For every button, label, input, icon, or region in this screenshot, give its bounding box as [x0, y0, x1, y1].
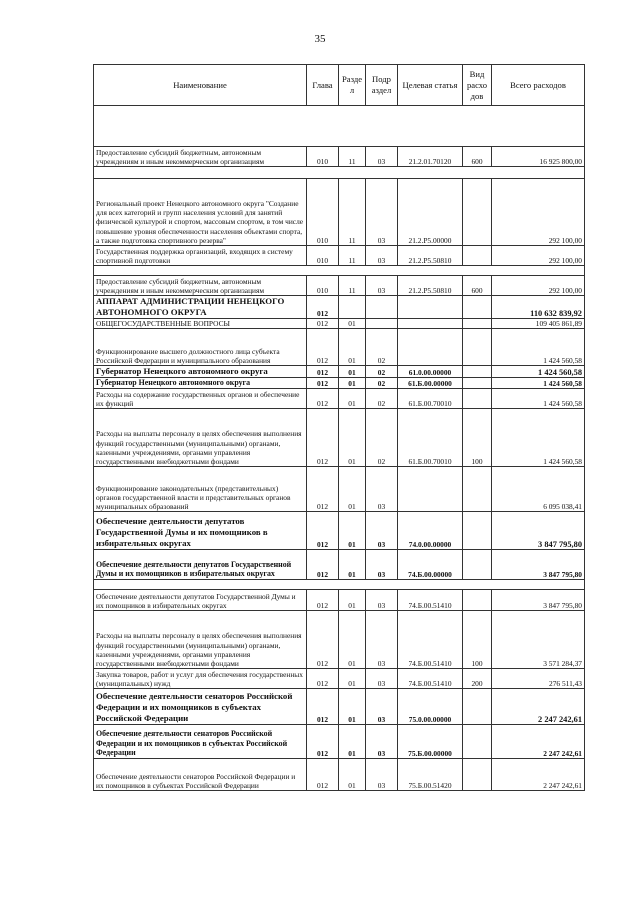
row-vid: [463, 329, 492, 366]
row-glava: 012: [307, 319, 339, 329]
row-sum: 1 424 560,58: [492, 366, 585, 378]
row-vid: 100: [463, 409, 492, 467]
row-sum: 2 247 242,61: [492, 689, 585, 725]
row-razdel: 11: [339, 147, 366, 167]
row-razdel: 11: [339, 246, 366, 266]
row-glava: 012: [307, 467, 339, 512]
row-razdel: 01: [339, 611, 366, 669]
row-razdel: 01: [339, 389, 366, 409]
row-sum: 1 424 560,58: [492, 378, 585, 389]
row-razdel: 01: [339, 319, 366, 329]
budget-table: [93, 64, 585, 791]
row-podrazdel: 03: [366, 179, 398, 246]
row-podrazdel: 03: [366, 669, 398, 689]
table-row: [94, 725, 585, 759]
row-vid: [463, 512, 492, 550]
row-vid: [463, 389, 492, 409]
row-name: Обеспечение деятельности сенаторов Российской Федерации и их помощников в субъектах Российской Федерации: [94, 725, 307, 759]
header-vid: Вид расхо дов: [463, 65, 492, 106]
row-glava: 010: [307, 147, 339, 167]
row-vid: 600: [463, 276, 492, 296]
row-vid: [463, 467, 492, 512]
table-row: [94, 319, 585, 329]
row-glava: 012: [307, 296, 339, 319]
table-row: [94, 669, 585, 689]
table-row: [94, 366, 585, 378]
row-podrazdel: 03: [366, 550, 398, 580]
row-sum: 16 925 800,00: [492, 147, 585, 167]
table-row: [94, 276, 585, 296]
table-row: [94, 147, 585, 167]
row-vid: 200: [463, 669, 492, 689]
row-target: 75.0.00.00000: [398, 689, 463, 725]
row-glava: 010: [307, 276, 339, 296]
row-target: 21.2.Р5.00000: [398, 179, 463, 246]
row-sum: 2 247 242,61: [492, 759, 585, 791]
row-name: Предоставление субсидий бюджетным, автономным учреждениям и иным некоммерческим организациям: [94, 147, 307, 167]
row-sum: 2 247 242,61: [492, 725, 585, 759]
row-sum: 1 424 560,58: [492, 329, 585, 366]
row-podrazdel: 03: [366, 590, 398, 611]
row-name: Обеспечение деятельности сенаторов Российской Федерации и их помощников в субъектах Российской Федерации: [94, 759, 307, 791]
row-target: [398, 296, 463, 319]
row-razdel: 01: [339, 669, 366, 689]
row-sum: 292 100,00: [492, 179, 585, 246]
row-target: [398, 467, 463, 512]
table-row: [94, 611, 585, 669]
row-razdel: 01: [339, 409, 366, 467]
row-vid: [463, 689, 492, 725]
spacer-row: [94, 106, 585, 147]
row-target: 75.Б.00.00000: [398, 725, 463, 759]
table-row: [94, 296, 585, 319]
row-name: Обеспечение деятельности депутатов Государственной Думы и их помощников в избирательных округах: [94, 590, 307, 611]
row-vid: [463, 725, 492, 759]
header-total: Всего расходов: [492, 65, 585, 106]
table-row: [94, 329, 585, 366]
row-podrazdel: 02: [366, 389, 398, 409]
row-razdel: 01: [339, 725, 366, 759]
row-name: Функционирование высшего должностного лица субъекта Российской Федерации и муниципального образования: [94, 329, 307, 366]
row-glava: 012: [307, 512, 339, 550]
row-target: 74.Б.00.00000: [398, 550, 463, 580]
row-target: 74.Б.00.51410: [398, 611, 463, 669]
row-target: 75.Б.00.51420: [398, 759, 463, 791]
row-podrazdel: 02: [366, 366, 398, 378]
row-podrazdel: 03: [366, 611, 398, 669]
row-podrazdel: [366, 319, 398, 329]
row-glava: 012: [307, 590, 339, 611]
row-razdel: [339, 296, 366, 319]
row-target: [398, 329, 463, 366]
row-glava: 012: [307, 725, 339, 759]
row-sum: 3 847 795,80: [492, 512, 585, 550]
row-target: 21.2.01.70120: [398, 147, 463, 167]
row-glava: 012: [307, 669, 339, 689]
header-podrazdel: Подр аздел: [366, 65, 398, 106]
row-podrazdel: 03: [366, 689, 398, 725]
row-target: 21.2.Р5.50810: [398, 276, 463, 296]
row-vid: [463, 296, 492, 319]
table-row: [94, 550, 585, 580]
row-target: 61.Б.00.70010: [398, 389, 463, 409]
row-sum: 3 847 795,80: [492, 590, 585, 611]
row-target: 74.Б.00.51410: [398, 590, 463, 611]
table-row: [94, 246, 585, 266]
row-glava: 012: [307, 329, 339, 366]
row-glava: 012: [307, 366, 339, 378]
row-razdel: 01: [339, 590, 366, 611]
table-row: [94, 512, 585, 550]
row-sum: 3 847 795,80: [492, 550, 585, 580]
row-podrazdel: 03: [366, 147, 398, 167]
table-row: [94, 590, 585, 611]
row-sum: 3 571 284,37: [492, 611, 585, 669]
row-name: Обеспечение деятельности сенаторов Российской Федерации и их помощников в субъектах Российской Федерации: [94, 689, 307, 725]
row-name: Расходы на выплаты персоналу в целях обеспечения выполнения функций государственными (муниципальными) органами, казенными учреждениями, органами управления государственными внебюджетными фондами: [94, 611, 307, 669]
row-podrazdel: 03: [366, 246, 398, 266]
row-podrazdel: 03: [366, 725, 398, 759]
row-target: 21.2.Р5.50810: [398, 246, 463, 266]
row-vid: [463, 246, 492, 266]
page-number: 35: [314, 33, 326, 45]
spacer-row: [94, 167, 585, 179]
row-razdel: 01: [339, 378, 366, 389]
row-name: Региональный проект Ненецкого автономного округа "Создание для всех категорий и групп населения условий для занятий физической культурой и спортом, массовым спортом, в том числе повышение уровня обеспеченности населения объектами спорта, а также подготовка спортивного резерва": [94, 179, 307, 246]
row-target: 74.0.00.00000: [398, 512, 463, 550]
row-razdel: 01: [339, 550, 366, 580]
row-sum: 1 424 560,58: [492, 409, 585, 467]
row-glava: 012: [307, 759, 339, 791]
row-glava: 012: [307, 550, 339, 580]
row-glava: 012: [307, 378, 339, 389]
row-podrazdel: 03: [366, 467, 398, 512]
row-name: Государственная поддержка организаций, входящих в систему спортивной подготовки: [94, 246, 307, 266]
header-glava: Глава: [307, 65, 339, 106]
spacer-row: [94, 266, 585, 276]
row-vid: [463, 590, 492, 611]
row-razdel: 01: [339, 467, 366, 512]
row-razdel: 01: [339, 689, 366, 725]
row-target: 74.Б.00.51410: [398, 669, 463, 689]
row-vid: 600: [463, 147, 492, 167]
row-name: Функционирование законодательных (представительных) органов государственной власти и представительных органов муниципальных образований: [94, 467, 307, 512]
row-razdel: 11: [339, 179, 366, 246]
row-name: Обеспечение деятельности депутатов Государственной Думы и их помощников в избирательных округах: [94, 512, 307, 550]
row-sum: 292 100,00: [492, 276, 585, 296]
table-row: [94, 467, 585, 512]
row-podrazdel: 03: [366, 759, 398, 791]
row-glava: 010: [307, 246, 339, 266]
row-name: Губернатор Ненецкого автономного округа: [94, 378, 307, 389]
table-row: [94, 409, 585, 467]
row-podrazdel: 02: [366, 329, 398, 366]
table-header-row: [94, 65, 585, 106]
row-name: АППАРАТ АДМИНИСТРАЦИИ НЕНЕЦКОГО АВТОНОМНОГО ОКРУГА: [94, 296, 307, 319]
row-podrazdel: 02: [366, 378, 398, 389]
row-vid: 100: [463, 611, 492, 669]
row-target: [398, 319, 463, 329]
row-vid: [463, 319, 492, 329]
row-sum: 6 095 038,41: [492, 467, 585, 512]
row-target: 61.Б.00.70010: [398, 409, 463, 467]
row-vid: [463, 366, 492, 378]
table-row: [94, 689, 585, 725]
header-name: Наименование: [94, 65, 307, 106]
row-name: ОБЩЕГОСУДАРСТВЕННЫЕ ВОПРОСЫ: [94, 319, 307, 329]
row-razdel: 01: [339, 759, 366, 791]
row-podrazdel: 02: [366, 409, 398, 467]
row-glava: 012: [307, 611, 339, 669]
row-podrazdel: 03: [366, 276, 398, 296]
row-sum: 1 424 560,58: [492, 389, 585, 409]
row-glava: 012: [307, 689, 339, 725]
row-razdel: 01: [339, 366, 366, 378]
row-sum: 110 632 839,92: [492, 296, 585, 319]
row-razdel: 01: [339, 329, 366, 366]
row-podrazdel: [366, 296, 398, 319]
row-name: Предоставление субсидий бюджетным, автономным учреждениям и иным некоммерческим организациям: [94, 276, 307, 296]
row-vid: [463, 179, 492, 246]
row-razdel: 11: [339, 276, 366, 296]
row-name: Расходы на содержание государственных органов и обеспечение их функций: [94, 389, 307, 409]
table-row: [94, 759, 585, 791]
row-name: Губернатор Ненецкого автономного округа: [94, 366, 307, 378]
table-row: [94, 179, 585, 246]
row-name: Расходы на выплаты персоналу в целях обеспечения выполнения функций государственными (муниципальными) органами, казенными учреждениями, органами управления государственными внебюджетными фондами: [94, 409, 307, 467]
table-row: [94, 378, 585, 389]
row-target: 61.Б.00.00000: [398, 378, 463, 389]
row-name: Закупка товаров, работ и услуг для обеспечения государственных (муниципальных) нужд: [94, 669, 307, 689]
row-vid: [463, 550, 492, 580]
spacer-row: [94, 580, 585, 590]
row-target: 61.0.00.00000: [398, 366, 463, 378]
row-glava: 012: [307, 389, 339, 409]
header-razdel: Разде л: [339, 65, 366, 106]
row-sum: 109 405 861,89: [492, 319, 585, 329]
row-glava: 012: [307, 409, 339, 467]
row-vid: [463, 378, 492, 389]
table-row: [94, 389, 585, 409]
header-target: Целевая статья: [398, 65, 463, 106]
row-name: Обеспечение деятельности депутатов Государственной Думы и их помощников в избирательных округах: [94, 550, 307, 580]
row-sum: 276 511,43: [492, 669, 585, 689]
row-razdel: 01: [339, 512, 366, 550]
row-podrazdel: 03: [366, 512, 398, 550]
row-glava: 010: [307, 179, 339, 246]
row-sum: 292 100,00: [492, 246, 585, 266]
row-vid: [463, 759, 492, 791]
